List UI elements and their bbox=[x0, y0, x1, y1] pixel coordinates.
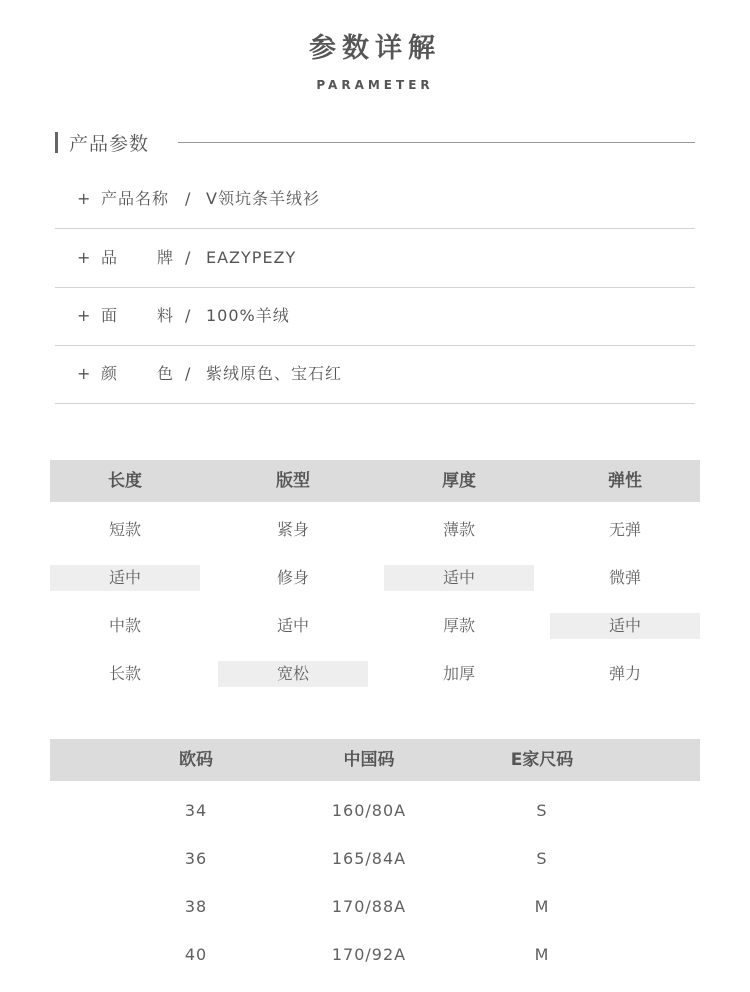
separator: / bbox=[185, 248, 191, 267]
attribute-option-selected: 宽松 bbox=[218, 661, 368, 687]
attribute-option: 长款 bbox=[108, 664, 141, 683]
size-cell: 40 bbox=[184, 945, 208, 964]
param-row-material bbox=[55, 287, 695, 346]
size-cell: 170/92A bbox=[331, 945, 407, 964]
size-cell: 170/88A bbox=[331, 897, 407, 916]
attribute-option-selected: 适中 bbox=[50, 565, 200, 591]
attribute-option: 中款 bbox=[108, 616, 141, 635]
size-cell: M bbox=[534, 945, 550, 964]
size-header-cell: 中国码 bbox=[343, 750, 395, 770]
section-divider bbox=[178, 142, 695, 143]
plus-icon: + bbox=[77, 364, 91, 383]
param-row-color bbox=[55, 345, 695, 404]
param-label-char: 面 bbox=[101, 306, 118, 325]
attribute-header-cell: 厚度 bbox=[442, 471, 476, 491]
size-cell: 160/80A bbox=[331, 801, 407, 820]
size-cell: 36 bbox=[184, 849, 208, 868]
section-marker bbox=[55, 132, 58, 153]
attribute-option: 厚款 bbox=[442, 616, 475, 635]
size-cell: 34 bbox=[184, 801, 208, 820]
attribute-option: 修身 bbox=[276, 568, 309, 587]
param-label-char: 品 bbox=[101, 248, 118, 267]
attribute-option: 加厚 bbox=[442, 664, 475, 683]
plus-icon: + bbox=[77, 306, 91, 325]
param-value: V领坑条羊绒衫 bbox=[206, 189, 320, 208]
attribute-option: 弹力 bbox=[608, 664, 641, 683]
param-value: 100%羊绒 bbox=[206, 306, 290, 325]
attribute-header-cell: 长度 bbox=[108, 471, 142, 491]
separator: / bbox=[185, 189, 191, 208]
param-row-name bbox=[55, 170, 695, 229]
attribute-option: 紧身 bbox=[276, 520, 309, 539]
separator: / bbox=[185, 306, 191, 325]
size-cell: 38 bbox=[184, 897, 208, 916]
attribute-header-cell: 弹性 bbox=[608, 471, 642, 491]
param-label-char: 颜 bbox=[101, 364, 118, 383]
attribute-option: 无弹 bbox=[608, 520, 641, 539]
size-cell: M bbox=[534, 897, 550, 916]
size-cell: S bbox=[536, 801, 548, 820]
size-header-cell: E家尺码 bbox=[510, 750, 574, 770]
plus-icon: + bbox=[77, 248, 91, 267]
size-cell: 165/84A bbox=[331, 849, 407, 868]
plus-icon: + bbox=[77, 189, 91, 208]
param-label bbox=[101, 229, 173, 287]
param-label: 产品名称 bbox=[101, 189, 170, 208]
attribute-option: 微弹 bbox=[608, 568, 641, 587]
param-label-char: 料 bbox=[156, 306, 173, 325]
attribute-option-selected: 适中 bbox=[550, 613, 700, 639]
param-row-brand bbox=[55, 229, 695, 288]
section-title: 产品参数 bbox=[69, 133, 150, 155]
attribute-option: 适中 bbox=[276, 616, 309, 635]
separator: / bbox=[185, 364, 191, 383]
attribute-option: 薄款 bbox=[442, 520, 475, 539]
size-header-cell: 欧码 bbox=[179, 750, 213, 770]
attribute-option: 短款 bbox=[108, 520, 141, 539]
attribute-option-selected: 适中 bbox=[384, 565, 534, 591]
page-title: 参数详解 bbox=[309, 33, 441, 64]
page-subtitle: PARAMETER bbox=[316, 78, 434, 92]
param-value: 紫绒原色、宝石红 bbox=[206, 364, 343, 383]
param-label bbox=[101, 287, 173, 345]
param-label-char: 牌 bbox=[156, 248, 173, 267]
size-cell: S bbox=[536, 849, 548, 868]
param-value: EAZYPEZY bbox=[206, 248, 297, 267]
attribute-header-cell: 版型 bbox=[276, 471, 310, 491]
param-label bbox=[101, 345, 173, 403]
param-label-char: 色 bbox=[156, 364, 173, 383]
